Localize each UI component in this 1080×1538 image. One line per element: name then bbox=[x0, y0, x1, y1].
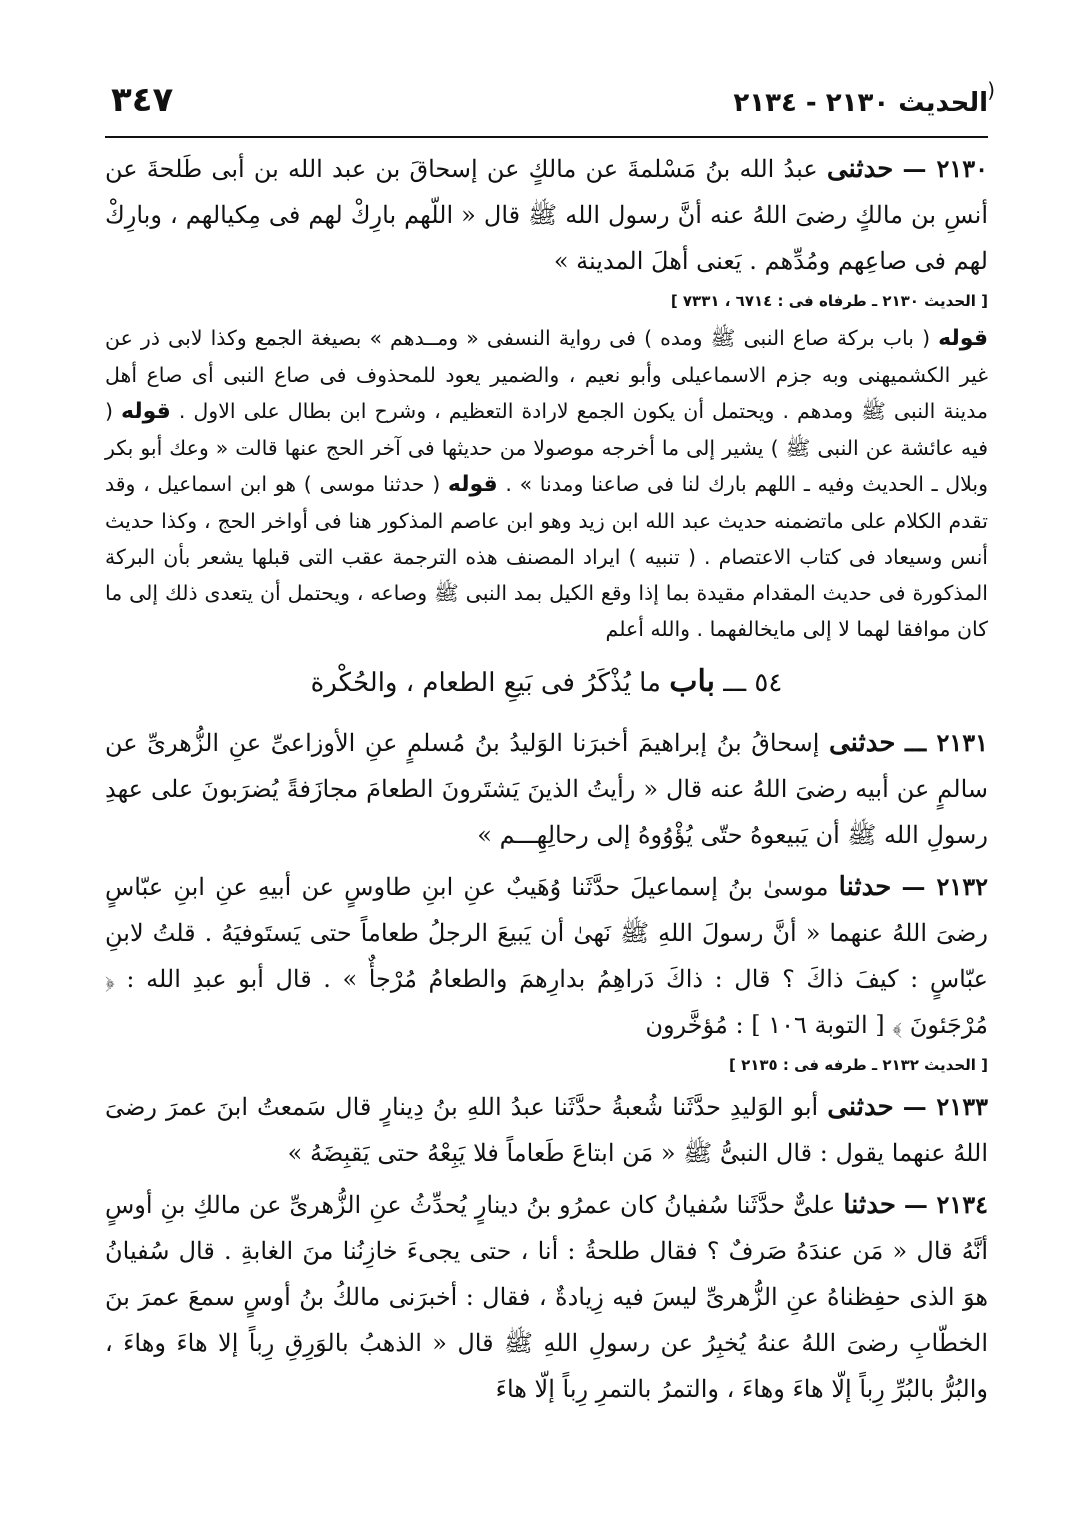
running-header bbox=[105, 78, 988, 138]
hadith-text: أبو الوَليدِ حدَّثَنا شُعبةُ حدَّثَنا عبدُ اللهِ بنُ دِينارٍ قال سَمعتُ ابنَ عمرَ رضىَ اللهُ عنهما يقول : قال النبىُّ ﷺ « مَن ابتاعَ طَعاماً فلا يَبِعْهُ حتى يَقبِضَهُ » bbox=[105, 1093, 988, 1167]
commentary-keyword: قوله bbox=[447, 472, 498, 497]
commentary-keyword: قوله bbox=[121, 399, 171, 424]
hadith-2134 bbox=[105, 1182, 988, 1412]
hadith-2131 bbox=[105, 720, 988, 858]
takhrij-2130: [ الحديث ٢١٣٠ ـ طرفاه فى : ٦٧١٤ ، ٧٣٣١ ] bbox=[670, 292, 988, 310]
hadith-number: ٢١٣٣ — bbox=[902, 1092, 988, 1121]
hadith-number: ٢١٣١ ـــ bbox=[905, 728, 988, 757]
commentary-text: ( حدثنا موسى ) هو ابن اسماعيل ، وقد تقدم الكلام على ماتضمنه حديث عبد الله ابن زيد وهو ابن عاصم المذكور هنا فى أواخر الحج ، وكذا حديث أنس وسيعاد فى كتاب الاعتصام . ( تنبيه ) ايراد المصنف هذه الترجمة عقب التى قبلها يشعر بأن البركة المذكورة فى حديث المقدام مقيدة بما إذا وقع الكيل بمد النبى ﷺ وصاعه ، ويحتمل أن يتعدى ذلك إلى ما كان موافقا لهما لا إلى مايخالفهما . والله أعلم bbox=[105, 472, 988, 641]
narration-verb: حدثنا bbox=[843, 1190, 896, 1220]
narration-verb: حدثنى bbox=[828, 728, 896, 758]
page-number: ٣٤٧ bbox=[111, 80, 174, 120]
chapter-bab: باب bbox=[669, 664, 715, 699]
narration-verb: حدثنى bbox=[826, 154, 894, 184]
narration-verb: حدثنا bbox=[838, 872, 892, 902]
hadith-text: موسىٰ بنُ إسماعيلَ حدَّثَنا وُهَيبٌ عنِ ابنِ طاوسٍ عن أبيهِ عنِ ابنِ عبّاسٍ رضىَ اللهُ عنهما « أنَّ رسولَ اللهِ ﷺ نَهىٰ أن يَبيعَ الرجلُ طعاماً حتى يَستَوفيَهُ . قلتُ لابنِ عبّاسٍ : كيفَ ذاكَ ؟ قال : ذاكَ دَراهِمُ بدارِهمَ والطعامُ مُرْجأٌ » . قال أبو عبدِ الله : ﴿ مُرْجَئونَ ﴾ [ التوبة ١٠٦ ] : مُؤخَّرون bbox=[105, 873, 988, 1039]
narration-verb: حدثنى bbox=[827, 1092, 894, 1122]
commentary-keyword: قوله bbox=[938, 326, 988, 351]
corner-mark: ( bbox=[987, 78, 995, 102]
hadith-number: ٢١٣٤ — bbox=[903, 1190, 988, 1219]
commentary bbox=[105, 320, 988, 647]
chapter-number: ٥٤ ـــ bbox=[723, 668, 783, 698]
hadith-number: ٢١٣٢ — bbox=[901, 872, 988, 901]
hadith-text: إسحاقُ بنُ إبراهيمَ أخبرَنا الوَليدُ بنُ مُسلمٍ عنِ الأوزاعىِّ عنِ الزُّهرىِّ عن سالمٍ عن أبيه رضىَ اللهُ عنه قال « رأيتُ الذينَ يَشتَرونَ الطعامَ مجازَفةً يُضرَبونَ على عهدِ رسولِ الله ﷺ أن يَبيعوهُ حتّى يُؤْوُوهُ إلى رحالِهِـــم » bbox=[105, 729, 988, 849]
running-title: الحديث ٢١٣٠ - ٢١٣٤ bbox=[733, 88, 988, 118]
hadith-number: ٢١٣٠ — bbox=[902, 154, 988, 183]
takhrij-2132: [ الحديث ٢١٣٢ ـ طرفه فى : ٢١٣٥ ] bbox=[728, 1056, 988, 1074]
hadith-text: علىٌّ حدَّثَنا سُفيانُ كان عمرُو بنُ دينارٍ يُحدِّثُ عنِ الزُّهرىِّ عن مالكِ بنِ أوسٍ أنَّهُ قال « مَن عندَهُ صَرفٌ ؟ فقال طلحةُ : أنا ، حتى يجىءَ خازِنُنا منَ الغابةِ . قال سُفيانُ هوَ الذى حفِظناهُ عنِ الزُّهرىِّ ليسَ فيه زِيادةٌ ، فقال : أخبرَنى مالكُ بنُ أوسٍ سمعَ عمرَ بنَ الخطّابِ رضىَ اللهُ عنهُ يُخبِرُ عن رسولِ اللهِ ﷺ قال « الذهبُ بالوَرِقِ رِباً إلا هاءَ وهاءَ ، والبُرُّ بالبُرِّ رِباً إلّا هاءَ وهاءَ ، والتمرُ بالتمرِ رِباً إلّا هاءَ bbox=[105, 1191, 988, 1403]
commentary-text: ( باب بركة صاع النبى ﷺ ومده ) فى رواية النسفى « ومــدهم » بصيغة الجمع وكذا لابى ذر عن غير الكشميهنى وبه جزم الاسماعيلى وأبو نعيم ، والضمير يعود للمحذوف فى صاع النبى أى صاع أهل مدينة النبى ﷺ ومدهم . ويحتمل أن يكون الجمع لارادة التعظيم ، وشرح ابن بطال على الاول . bbox=[105, 326, 988, 423]
hadith-2133 bbox=[105, 1084, 988, 1176]
chapter-heading bbox=[105, 653, 988, 712]
page bbox=[105, 78, 988, 1518]
hadith-text: عبدُ الله بنُ مَسْلمةَ عن مالكٍ عن إسحاقَ بن عبد الله بن أبى طَلحةَ عن أنسِ بن مالكٍ رضىَ اللهُ عنه أنَّ رسول الله ﷺ قال « اللّهم بارِكْ لهم فى مِكيالهم ، وبارِكْ لهم فى صاعِهم ومُدِّهم . يَعنى أهلَ المدينة » bbox=[105, 155, 988, 275]
hadith-2132 bbox=[105, 864, 988, 1048]
chapter-title: ما يُذْكَرُ فى بَيعِ الطعام ، والحُكْرة bbox=[310, 668, 661, 698]
hadith-2130 bbox=[105, 146, 988, 284]
commentary-text: ( فيه عائشة عن النبى ﷺ ) يشير إلى ما أخرجه موصولا من حديثها فى آخر الحج عنها قالت « وعك أبو بكر وبلال ـ الحديث وفيه ـ اللهم بارك لنا فى صاعنا ومدنا » . bbox=[105, 399, 988, 496]
